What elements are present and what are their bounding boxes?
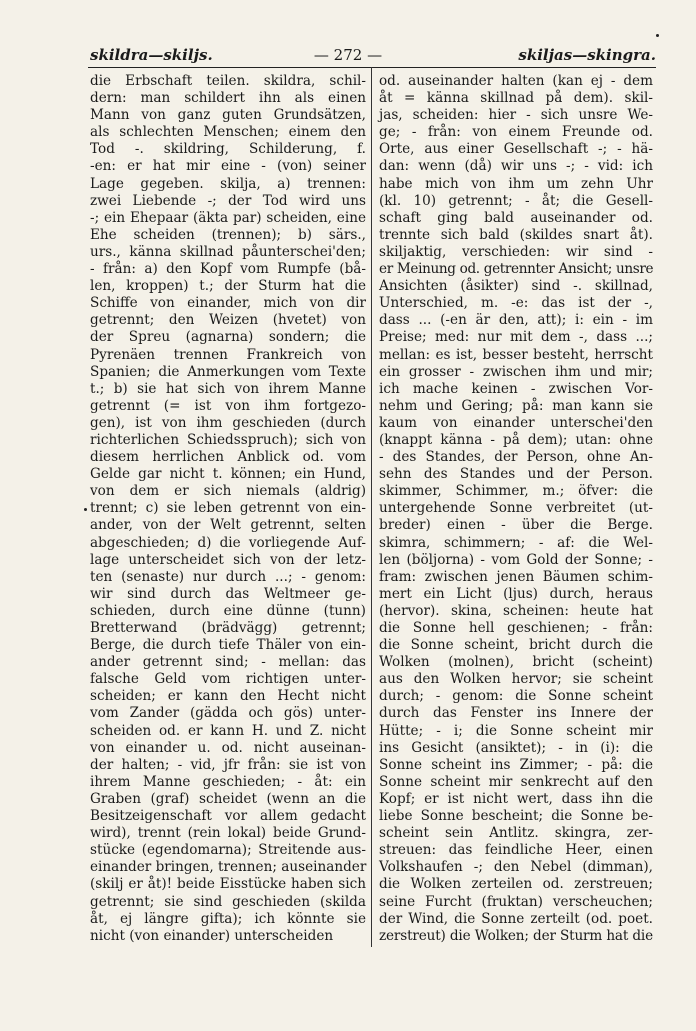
text-line: Schiffe von einander, mich von dir	[90, 295, 366, 312]
text-line: dass ... (-en är den, att); i: ein - im	[379, 312, 653, 329]
text-line: richterlichen Schiedsspruch); sich von	[90, 431, 366, 448]
header-rule	[88, 67, 656, 68]
text-line: habe mich von ihm um zehn Uhr	[379, 175, 653, 192]
text-line: Hütte; - i; die Sonne scheint mir	[379, 722, 653, 739]
text-line: abgeschieden; d) die vorliegende Auf-	[90, 534, 366, 551]
text-line: urs., känna skillnad påunterschei'den;	[90, 243, 366, 260]
text-line: dan: wenn (då) wir uns -; - vid: ich	[379, 158, 653, 175]
text-line: er Meinung od. getrennter Ansicht; unsre	[379, 261, 654, 278]
text-line: getrennt (= ist von ihm fortgezo-	[90, 397, 366, 414]
text-line: zwei Liebende -; der Tod wird uns	[90, 192, 366, 209]
text-line: ins Gesicht (ansiktet); - in (i): die	[379, 739, 653, 756]
text-line: trennt; c) sie leben getrennt von ein-	[90, 500, 366, 517]
text-line: durch; - genom: die Sonne scheint	[379, 688, 653, 705]
text-line: t.; b) sie hat sich von ihrem Manne	[90, 380, 366, 397]
text-line: Volkshaufen -; den Nebel (dimman),	[379, 859, 653, 876]
text-line: skimra, schimmern; - af: die Wel-	[379, 534, 653, 551]
text-line: als schlechten Menschen; einem den	[90, 124, 366, 141]
text-line: falsche Geld vom richtigen unter-	[90, 671, 366, 688]
text-line: die Wolken zerteilen od. zerstreuen;	[379, 876, 653, 893]
text-line: lage unterscheidet sich von der letz-	[90, 551, 366, 568]
text-line: von einander u. od. nicht auseinan-	[90, 739, 366, 756]
text-line: åt = känna skillnad på dem). skil-	[379, 90, 653, 107]
text-line: nicht (von einander) unterscheiden	[90, 927, 334, 944]
text-line: diesem herrlichen Anblick od. vom	[90, 449, 366, 466]
text-line: wir sind durch das Weltmeer ge-	[90, 585, 366, 602]
text-line: skimmer, Schimmer, m.; öfver: die	[379, 483, 653, 500]
text-line: Kopf; er ist nicht wert, dass ihn die	[379, 790, 653, 807]
text-line: Pyrenäen trennen Frankreich von	[90, 346, 366, 363]
text-line: Wolken (molnen), bricht (scheint)	[379, 654, 653, 671]
text-line: durch das Fenster ins Innere der	[379, 705, 653, 722]
text-line: Unterschied, m. -e: das ist der -,	[379, 295, 653, 312]
text-line: die Erbschaft teilen. skildra, schil-	[90, 73, 366, 89]
text-line: scheint sein Antlitz. skingra, zer-	[379, 825, 653, 842]
text-line: Lage gegeben. skilja, a) trennen:	[90, 175, 366, 192]
text-line: (knappt känna - på dem); utan: ohne	[379, 431, 653, 448]
text-line: der Spreu (agnarna) sondern; die	[90, 329, 366, 346]
text-line: (kl. 10) getrennt; - åt; die Gesell-	[379, 192, 653, 209]
text-line: sehn des Standes und der Person.	[379, 466, 653, 483]
text-line: schaft ging bald auseinander od.	[379, 209, 653, 226]
text-line: ich mache keinen - zwischen Vor-	[379, 380, 653, 397]
column-divider	[371, 67, 372, 947]
text-line: jas, scheiden: hier - sich unsre We-	[379, 107, 653, 124]
text-line: zerstreut) die Wolken; der Sturm hat die	[379, 927, 654, 944]
text-line: seine Furcht (fruktan) verscheuchen;	[379, 893, 653, 910]
text-line: getrennt; den Weizen (hvetet) von	[90, 312, 366, 329]
text-line: vom Zander (gädda och gös) unter-	[90, 705, 366, 722]
text-line: liebe Sonne bescheint; die Sonne be-	[379, 808, 653, 825]
text-line: gen), ist von ihm geschieden (durch	[90, 414, 366, 431]
text-line: len (böljorna) - vom Gold der Sonne; -	[379, 551, 653, 568]
text-line: od. auseinander halten (kan ej - dem	[379, 73, 653, 89]
text-line: Orte, aus einer Gesellschaft -; - hä-	[379, 141, 653, 158]
text-line: breder) einen - über die Berge.	[379, 517, 653, 534]
text-line: die Sonne scheint, bricht durch die	[379, 637, 653, 654]
text-line: - från: a) den Kopf vom Rumpfe (bå-	[90, 261, 366, 278]
ink-speck	[656, 34, 659, 37]
text-line: nehm und Gering; på: man kann sie	[379, 397, 653, 414]
text-line: (skilj er åt)! beide Eisstücke haben sich	[90, 876, 366, 893]
text-column-left	[90, 73, 366, 945]
text-column-right	[379, 73, 653, 945]
text-line: åt, ej längre gifta); ich könnte sie	[90, 910, 366, 927]
text-line: Preise; med: nur mit dem -, dass ...;	[379, 329, 653, 346]
text-line: Graben (graf) scheidet (wenn an die	[90, 790, 366, 807]
text-line: dern: man schildert ihn als einen	[90, 90, 366, 107]
text-line: skiljaktig, verschieden: wir sind -	[379, 243, 653, 260]
text-line: ge; - från: von einem Freunde od.	[379, 124, 653, 141]
text-line: stücke (egendomarna); Streitende aus-	[90, 842, 366, 859]
text-line: trennte sich bald (skildes snart åt).	[379, 226, 653, 243]
text-line: aus den Wolken hervor; sie scheint	[379, 671, 653, 688]
ink-speck	[84, 508, 87, 511]
text-line: ein grosser - zwischen ihm und mir;	[379, 363, 653, 380]
text-line: ten (senaste) nur durch ...; - genom:	[90, 568, 366, 585]
text-line: -; ein Ehepaar (äkta par) scheiden, eine	[90, 209, 366, 226]
text-line: mert ein Licht (ljus) durch, heraus	[379, 585, 653, 602]
text-line: einander bringen, trennen; auseinander	[90, 859, 367, 876]
text-line: Spanien; die Anmerkungen vom Texte	[90, 363, 366, 380]
text-line: schieden, durch eine dünne (tunn)	[90, 602, 366, 619]
text-line: die Sonne hell geschienen; - från:	[379, 620, 653, 636]
text-line: Ansichten (åsikter) sind -. skillnad,	[379, 278, 653, 295]
text-line: Sonne scheint ins Zimmer; - på: die	[379, 756, 653, 773]
text-line: Mann von ganz guten Grundsätzen,	[90, 107, 366, 124]
header-right-guideword: skiljas—skingra.	[518, 46, 656, 64]
text-line: streuen: das feindliche Heer, einen	[379, 842, 653, 859]
page-number: — 272 —	[313, 46, 383, 64]
text-line: von dem er sich niemals (aldrig)	[90, 483, 366, 500]
text-line: len, kroppen) t.; der Sturm hat die	[90, 278, 366, 295]
text-line: Ehe scheiden (trennen); b) särs.,	[90, 226, 366, 243]
text-line: mellan: es ist, besser besteht, herrscht	[379, 346, 653, 363]
text-line: kaum von einander unterschei'den	[379, 414, 653, 431]
text-line: der halten; - vid, jfr från: sie ist von	[90, 756, 366, 773]
text-line: ihrem Manne geschieden; - åt: ein	[90, 773, 366, 790]
text-line: fram: zwischen jenen Bäumen schim-	[379, 568, 653, 585]
text-line: Gelde gar nicht t. können; ein Hund,	[90, 466, 366, 483]
text-line: Tod -. skildring, Schilderung, f.	[90, 141, 366, 158]
text-line: (hervor). skina, scheinen: heute hat	[379, 602, 653, 619]
text-line: Bretterwand (brädvägg) getrennt;	[90, 620, 366, 636]
text-line: der Wind, die Sonne zerteilt (od. poet.	[379, 910, 653, 927]
text-line: untergehende Sonne verbreitet (ut-	[379, 500, 653, 517]
text-line: scheiden od. er kann H. und Z. nicht	[90, 722, 366, 739]
text-line: - des Standes, der Person, ohne An-	[379, 449, 653, 466]
text-line: ander getrennt sind; - mellan: das	[90, 654, 366, 671]
text-line: wird), trennt (rein lokal) beide Grund-	[90, 825, 366, 842]
text-line: scheiden; er kann den Hecht nicht	[90, 688, 366, 705]
header-left-guideword: skildra—skiljs.	[90, 46, 213, 64]
text-line: -en: er hat mir eine - (von) seiner	[90, 158, 366, 175]
text-line: Sonne scheint mir senkrecht auf den	[379, 773, 653, 790]
text-line: Besitzeigenschaft vor allem gedacht	[90, 808, 366, 825]
text-line: ander, von der Welt getrennt, selten	[90, 517, 366, 534]
text-line: Berge, die durch tiefe Thäler von ein-	[90, 637, 366, 654]
text-line: getrennt; sie sind geschieden (skilda	[90, 893, 366, 910]
